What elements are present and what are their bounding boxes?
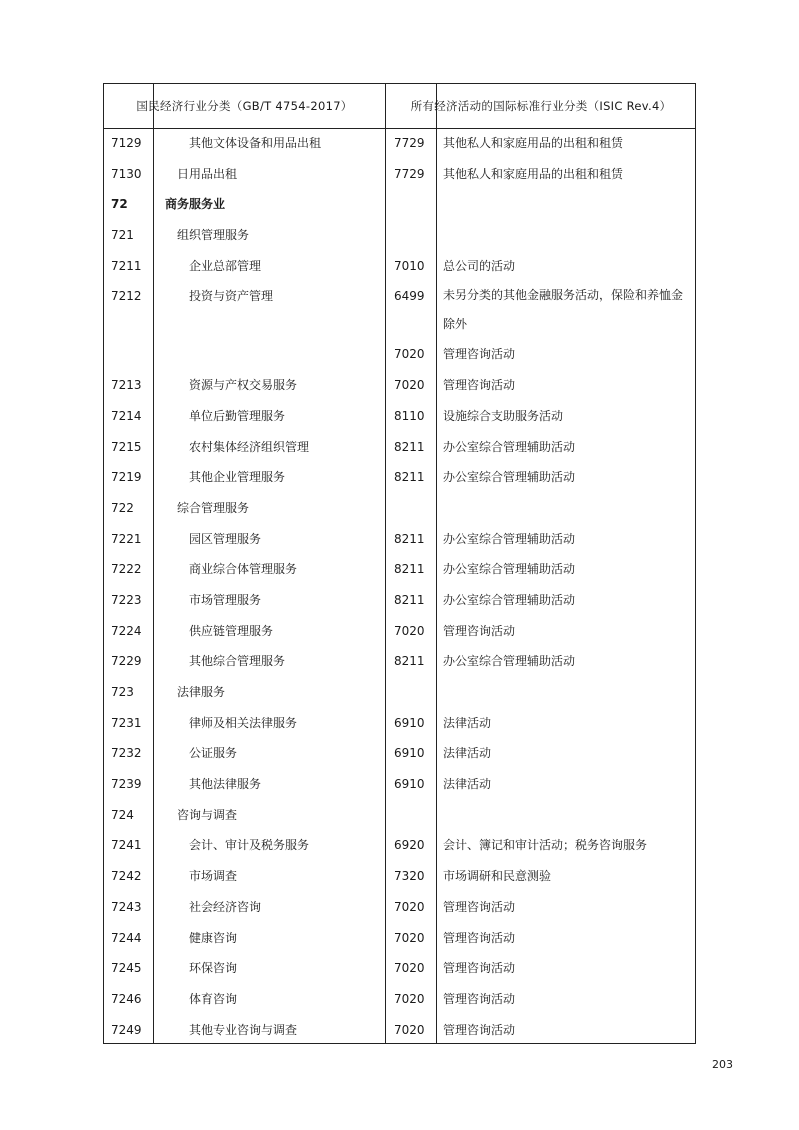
isic-code: 7729 (394, 166, 425, 181)
table-row (104, 861, 695, 892)
isic-description: 管理咨询活动 (443, 623, 516, 638)
gb-name: 其他法律服务 (189, 777, 262, 792)
gb-name: 市场调查 (189, 869, 238, 884)
isic-description: 办公室综合管理辅助活动 (443, 592, 576, 607)
isic-code: 8211 (394, 531, 425, 546)
isic-description: 管理咨询活动 (443, 930, 516, 945)
gb-name: 投资与资产管理 (189, 289, 274, 304)
gb-name: 会计、审计及税务服务 (189, 838, 310, 853)
page-number: 203 (712, 1058, 733, 1071)
gb-code: 7221 (111, 531, 142, 546)
isic-description: 设施综合支助服务活动 (443, 408, 564, 423)
table-row (104, 432, 695, 463)
table-row (104, 370, 695, 401)
gb-name: 园区管理服务 (189, 531, 262, 546)
gb-name: 企业总部管理 (189, 258, 262, 273)
gb-code: 721 (111, 228, 134, 243)
isic-description: 其他私人和家庭用品的出租和租赁 (443, 166, 624, 181)
isic-description: 办公室综合管理辅助活动 (443, 439, 576, 454)
isic-code: 8211 (394, 592, 425, 607)
gb-code: 7214 (111, 408, 142, 423)
table-row (104, 830, 695, 861)
gb-code: 7246 (111, 991, 142, 1006)
gb-name: 资源与产权交易服务 (189, 378, 298, 393)
gb-code: 7213 (111, 378, 142, 393)
gb-code: 7239 (111, 777, 142, 792)
gb-name: 其他综合管理服务 (189, 654, 286, 669)
gb-name: 综合管理服务 (177, 500, 250, 515)
isic-code: 6910 (394, 746, 425, 761)
isic-code: 7020 (394, 991, 425, 1006)
gb-name: 体育咨询 (189, 991, 238, 1006)
table-row (104, 159, 695, 190)
isic-description: 管理咨询活动 (443, 347, 516, 362)
gb-code: 7232 (111, 746, 142, 761)
table-row (104, 251, 695, 282)
isic-code: 8211 (394, 470, 425, 485)
gb-name: 其他企业管理服务 (189, 470, 286, 485)
gb-code: 7215 (111, 439, 142, 454)
gb-code: 722 (111, 500, 134, 515)
header-gb-classification: 国民经济行业分类（GB/T 4754-2017） (136, 99, 353, 113)
gb-code: 7212 (111, 289, 142, 304)
isic-description: 未另分类的其他金融服务活动，保险和养恤金除外 (443, 288, 684, 332)
isic-description: 市场调研和民意测验 (443, 869, 552, 884)
gb-name: 市场管理服务 (189, 592, 262, 607)
gb-code: 723 (111, 685, 134, 699)
table-row (104, 189, 695, 220)
gb-code: 7224 (111, 623, 142, 638)
gb-name: 供应链管理服务 (189, 623, 274, 638)
gb-code: 7211 (111, 258, 142, 273)
table-row (104, 769, 695, 800)
gb-name: 商业综合体管理服务 (189, 562, 298, 577)
isic-code: 7729 (394, 136, 425, 150)
table-row (104, 708, 695, 739)
isic-description: 管理咨询活动 (443, 899, 516, 914)
header-isic-classification: 所有经济活动的国际标准行业分类（ISIC Rev.4） (410, 99, 672, 113)
isic-description: 管理咨询活动 (443, 1022, 516, 1037)
isic-code: 8110 (394, 408, 425, 423)
gb-name: 组织管理服务 (177, 228, 250, 243)
gb-code: 72 (111, 197, 128, 212)
isic-code: 7010 (394, 258, 425, 273)
isic-code: 7020 (394, 378, 425, 393)
gb-code: 7223 (111, 592, 142, 607)
table-row (104, 616, 695, 647)
isic-description: 办公室综合管理辅助活动 (443, 470, 576, 485)
gb-code: 724 (111, 807, 134, 822)
gb-code: 7241 (111, 838, 142, 853)
gb-code: 7222 (111, 562, 142, 577)
gb-name: 社会经济咨询 (189, 899, 262, 914)
gb-name: 律师及相关法律服务 (189, 715, 298, 730)
isic-description: 管理咨询活动 (443, 378, 516, 393)
gb-code: 7231 (111, 715, 142, 730)
gb-name: 单位后勤管理服务 (189, 408, 286, 423)
isic-code: 8211 (394, 654, 425, 669)
table-row (104, 554, 695, 585)
table-row (104, 953, 695, 984)
gb-code: 7243 (111, 899, 142, 914)
table-row (104, 677, 695, 708)
isic-description: 会计、簿记和审计活动；税务咨询服务 (443, 838, 648, 853)
table-row (104, 401, 695, 432)
gb-name: 其他专业咨询与调查 (189, 1022, 298, 1037)
gb-name: 农村集体经济组织管理 (189, 439, 310, 454)
isic-code: 7020 (394, 1022, 425, 1037)
table-row (104, 892, 695, 923)
isic-code: 7320 (394, 869, 425, 884)
table-row (104, 462, 695, 493)
table-row (104, 923, 695, 954)
table-body (104, 128, 695, 1045)
isic-description: 法律活动 (443, 746, 492, 761)
gb-name: 公证服务 (189, 746, 238, 761)
gb-code: 7229 (111, 654, 142, 669)
table-row (104, 984, 695, 1015)
gb-name: 其他文体设备和用品出租 (189, 136, 322, 150)
table-row (104, 738, 695, 769)
isic-description: 法律活动 (443, 777, 492, 792)
isic-code: 7020 (394, 899, 425, 914)
gb-name: 日用品出租 (177, 166, 238, 181)
isic-code: 7020 (394, 623, 425, 638)
isic-description: 办公室综合管理辅助活动 (443, 531, 576, 546)
gb-name: 法律服务 (177, 685, 226, 699)
gb-code: 7244 (111, 930, 142, 945)
classification-table (103, 83, 696, 1044)
isic-code: 8211 (394, 562, 425, 577)
isic-code: 6499 (394, 289, 425, 304)
isic-code: 6910 (394, 777, 425, 792)
table-row (104, 493, 695, 524)
gb-name: 健康咨询 (189, 930, 238, 945)
isic-description: 法律活动 (443, 715, 492, 730)
isic-code: 7020 (394, 961, 425, 976)
gb-code: 7242 (111, 869, 142, 884)
gb-code: 7130 (111, 166, 142, 181)
table-row (104, 220, 695, 251)
isic-description: 总公司的活动 (443, 258, 516, 273)
isic-code: 6910 (394, 715, 425, 730)
gb-name: 环保咨询 (189, 961, 238, 976)
table-row (104, 585, 695, 616)
gb-name: 咨询与调查 (177, 807, 238, 822)
isic-description: 办公室综合管理辅助活动 (443, 654, 576, 669)
gb-code: 7219 (111, 470, 142, 485)
isic-description: 管理咨询活动 (443, 991, 516, 1006)
table-row (104, 646, 695, 677)
table-row (104, 339, 695, 370)
table-row (104, 524, 695, 555)
isic-description: 其他私人和家庭用品的出租和租赁 (443, 136, 624, 150)
gb-name: 商务服务业 (165, 197, 226, 212)
table-row (104, 800, 695, 831)
gb-code: 7249 (111, 1022, 142, 1037)
gb-code: 7245 (111, 961, 142, 976)
gb-code: 7129 (111, 136, 142, 150)
isic-code: 7020 (394, 930, 425, 945)
isic-description: 管理咨询活动 (443, 961, 516, 976)
isic-code: 7020 (394, 347, 425, 362)
table-row (104, 1015, 695, 1046)
isic-code: 8211 (394, 439, 425, 454)
isic-description: 办公室综合管理辅助活动 (443, 562, 576, 577)
table-row (104, 128, 695, 159)
table-row (104, 281, 695, 339)
isic-code: 6920 (394, 838, 425, 853)
